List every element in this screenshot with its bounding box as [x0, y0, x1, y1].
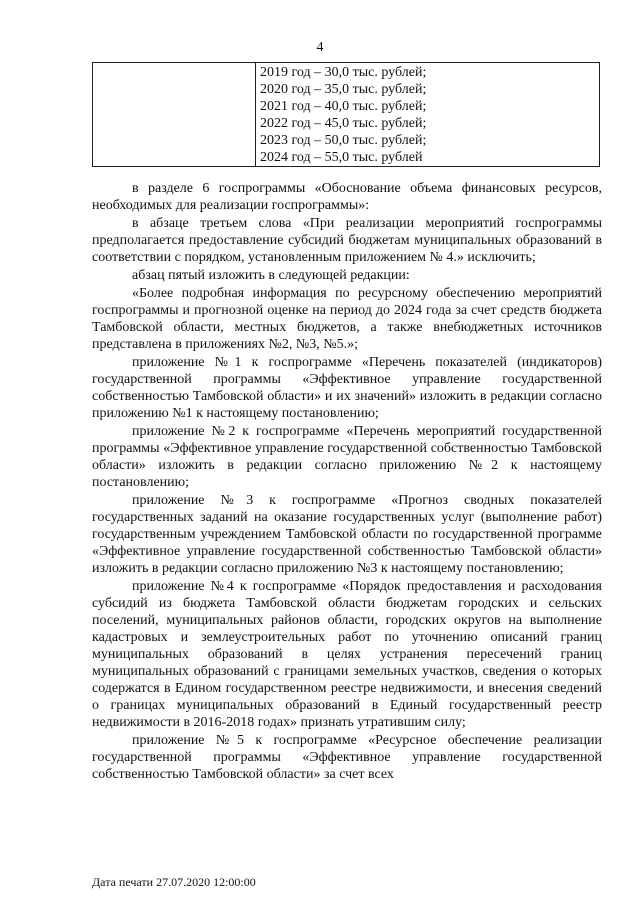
paragraph-appendix-5: приложение №5 к госпрограмме «Ресурсное обеспечение реализации государственной программы «Эффективное управление государственной собственностью Тамбовской области» за счет всех	[92, 733, 602, 782]
paragraph-abzac-5-text: «Более подробная информация по ресурсному обеспечению мероприятий госпрограммы и прогнозной оценке на период до 2024 года за счет средств бюджета Тамбовской области, местных бюджетов, а также внебюджетных источников представлена в приложениях №2, №3, №5.»;	[92, 286, 602, 352]
funding-row-2023: 2023 год – 50,0 тыс. рублей;	[260, 133, 427, 148]
funding-table	[92, 62, 600, 167]
funding-row-2022: 2022 год – 45,0 тыс. рублей;	[260, 116, 427, 131]
funding-row-2021: 2021 год – 40,0 тыс. рублей;	[260, 99, 427, 114]
print-date-footer: Дата печати 27.07.2020 12:00:00	[92, 875, 256, 889]
paragraph-section-6: в разделе 6 госпрограммы «Обоснование объема финансовых ресурсов, необходимых для реализации госпрограммы»:	[92, 181, 602, 213]
paragraph-abzac-3: в абзаце третьем слова «При реализации мероприятий госпрограммы предполагается предоставление субсидий бюджетам муниципальных образований в соответствии с порядком, установленным приложением № 4.» исключить;	[92, 216, 602, 265]
paragraph-appendix-4: приложение №4 к госпрограмме «Порядок предоставления и расходования субсидий из бюджета Тамбовской области бюджетам городских и сельских поселений, муниципальных районов области, городских округов на выполнение кадастровых и землеустроительных работ по уточнению описаний границ муниципальных образований в целях устранения пересечений границ муниципальных образований с границами земельных участков, сведения о которых содержатся в Едином государственном реестре недвижимости, и внесения сведений о границах муниципальных образований в Единый государственный реестр недвижимости в 2016-2018 годах» признать утратившим силу;	[92, 579, 602, 730]
funding-table-empty-cell	[93, 63, 256, 167]
funding-row-2019: 2019 год – 30,0 тыс. рублей;	[260, 65, 427, 80]
document-body	[92, 180, 602, 784]
funding-table-years-cell	[256, 63, 600, 167]
paragraph-appendix-1: приложение №1 к госпрограмме «Перечень показателей (индикаторов) государственной программы «Эффективное управление государственной собственностью Тамбовской области» и их значений» изложить в редакции согласно приложению №1 к настоящему постановлению;	[92, 355, 602, 421]
paragraph-abzac-5-intro: абзац пятый изложить в следующей редакции:	[132, 268, 410, 283]
paragraph-appendix-3: приложение №3 к госпрограмме «Прогноз сводных показателей государственных заданий на оказание государственных услуг (выполнение работ) государственным учреждением Тамбовской области по государственной программе «Эффективное управление государственной собственностью Тамбовской области» изложить в редакции согласно приложению №3 к настоящему постановлению;	[92, 493, 602, 576]
page-number: 4	[316, 40, 324, 55]
funding-row-2020: 2020 год – 35,0 тыс. рублей;	[260, 82, 427, 97]
funding-row-2024: 2024 год – 55,0 тыс. рублей	[260, 150, 423, 165]
paragraph-appendix-2: приложение №2 к госпрограмме «Перечень мероприятий государственной программы «Эффективное управление государственной собственностью Тамбовской области» изложить в редакции согласно приложению №2 к настоящему постановлению;	[92, 424, 602, 490]
